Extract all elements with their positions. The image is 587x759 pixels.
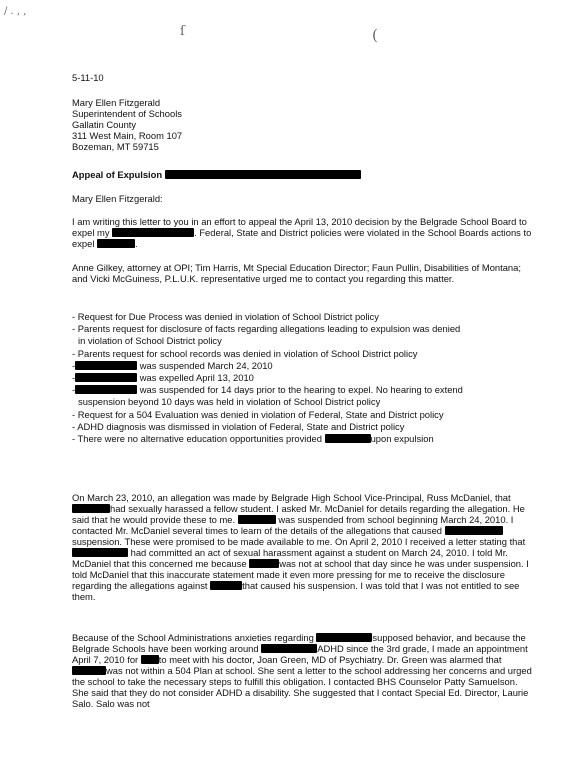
address-line: 311 West Main, Room 107	[72, 130, 183, 141]
scan-speck-marks: / . , ,	[4, 6, 27, 17]
redaction-box	[75, 373, 137, 382]
list-item-text: upon expulsion	[370, 433, 434, 445]
list-item-text: was suspended March 24, 2010	[139, 359, 273, 371]
redaction-box	[112, 228, 194, 237]
list-item: - Request for Due Process was denied in violation of School District policy	[72, 311, 379, 322]
redaction-box	[261, 644, 317, 653]
scan-pen-mark: (	[372, 26, 378, 44]
redaction-box	[72, 666, 106, 675]
redaction-box	[249, 559, 279, 568]
dash: -	[72, 359, 76, 371]
paragraph-text: . Federal, State and District policies were violated in the School Boards actions to expel	[72, 227, 532, 249]
list-item: in violation of School District policy	[78, 335, 222, 347]
paragraph-text: supposed behavior, and because the Belgrade Schools have been working around	[72, 632, 526, 654]
list-item	[72, 360, 532, 372]
paragraph-text: had committed an act of sexual harassment against a student on March 24, 2010. I told Mr. McDaniel that this concerned me because	[72, 547, 508, 569]
redaction-box	[445, 526, 503, 535]
redaction-box	[210, 581, 242, 590]
paragraph-text: .	[135, 238, 138, 249]
list-item: - ADHD diagnosis was dismissed in violation of Federal, State and District policy	[72, 420, 405, 432]
paragraph-2: Anne Gilkey, attorney at OPI; Tim Harris, Mt Special Education Director; Faun Pullin, Disabilities of Montana; and Vicki McGuiness, P.L.U.K. representative urged me to contact you regarding this matter.	[72, 262, 521, 284]
paragraph-text: to meet with his doctor, Joan Green, MD of Psychiatry. Dr. Green was alarmed that	[158, 654, 502, 665]
list-item: - Parents request for school records was denied in violation of School District policy	[72, 347, 418, 359]
list-item: - Request for a 504 Evaluation was denied in violation of Federal, State and District policy	[72, 408, 444, 420]
list-item: - Parents request for disclosure of facts regarding allegations leading to expulsion was denied	[72, 323, 461, 335]
redaction-box	[97, 239, 135, 248]
list-item-text: was suspended for 14 days prior to the hearing to expel. No hearing to extend	[139, 384, 463, 396]
paragraph-text: was suspended from school beginning March 24, 2010. I contacted Mr. McDaniel several times to learn of the details of the allegations that caused	[72, 514, 514, 536]
redaction-box	[325, 434, 371, 443]
paragraph-text: that caused his suspension. I was told that I was not entitled to see them.	[72, 580, 520, 602]
paragraph-text: Because of the School Administrations anxieties regarding	[72, 632, 314, 643]
redaction-box	[165, 170, 361, 179]
redaction-box	[316, 633, 372, 642]
scan-pen-mark: ſ	[180, 24, 185, 39]
paragraph-text: was not at school that day since he was under suspension. I told McDaniel that this inaccurate statement made it even more pressing for me to receive the disclosure regarding the allegations against	[72, 558, 529, 591]
redaction-box	[72, 504, 110, 513]
paragraph-text: had sexually harassed a fellow student. I asked Mr. McDaniel for details regarding the allegation. He said that he would provide these to me.	[72, 503, 525, 525]
address-line: Gallatin County	[72, 119, 137, 130]
paragraph-text: suspension. These were promised to be made available to me. On April 2, 2010 I received a letter stating that	[72, 536, 526, 547]
dash: -	[72, 372, 76, 384]
salutation: Mary Ellen Fitzgerald:	[72, 193, 163, 204]
violation-list	[72, 311, 532, 445]
subject-line	[72, 169, 532, 180]
address-line: Bozeman, MT 59715	[72, 141, 159, 152]
paragraph-3	[72, 492, 532, 602]
redaction-box	[72, 548, 128, 557]
subject-text: Appeal of Expulsion	[72, 169, 163, 180]
paragraph-text: was not within a 504 Plan at school. She sent a letter to the school addressing her concerns and urged the school to take the necessary steps to fulfill this obligation. I contacted BHS Counselor Patty Samuelson. She said that they do not consider ADHD a disability. She suggested that I contact Special Ed. Director, Laurie Salo. Salo was not	[72, 665, 532, 709]
paragraph-text: ADHD since the 3rd grade, I made an appointment April 7, 2010 for	[72, 643, 528, 665]
redaction-box	[238, 515, 276, 524]
paragraph-text: On March 23, 2010, an allegation was made by Belgrade High School Vice-Principal, Russ McDaniel, that	[72, 492, 511, 503]
list-item	[72, 433, 532, 445]
list-item-text: was expelled April 13, 2010	[139, 372, 254, 384]
address-line: Superintendent of Schools	[72, 108, 182, 119]
list-item	[72, 372, 532, 384]
redaction-box	[141, 655, 159, 664]
paragraph-4	[72, 632, 532, 709]
list-item-text: - There were no alternative education opportunities provided	[72, 433, 322, 445]
paragraph-1	[72, 216, 532, 249]
redaction-box	[75, 385, 137, 394]
address-line: Mary Ellen Fitzgerald	[72, 97, 161, 108]
paragraph-text: I am writing this letter to you in an effort to appeal the April 13, 2010 decision by the Belgrade School Board to expel my	[72, 216, 527, 238]
dash: -	[72, 384, 76, 396]
list-item: suspension beyond 10 days was held in violation of School District policy	[78, 396, 381, 408]
recipient-address	[72, 97, 532, 152]
redaction-box	[75, 361, 137, 370]
list-item	[72, 384, 532, 396]
letter-date: 5-11-10	[72, 72, 104, 83]
